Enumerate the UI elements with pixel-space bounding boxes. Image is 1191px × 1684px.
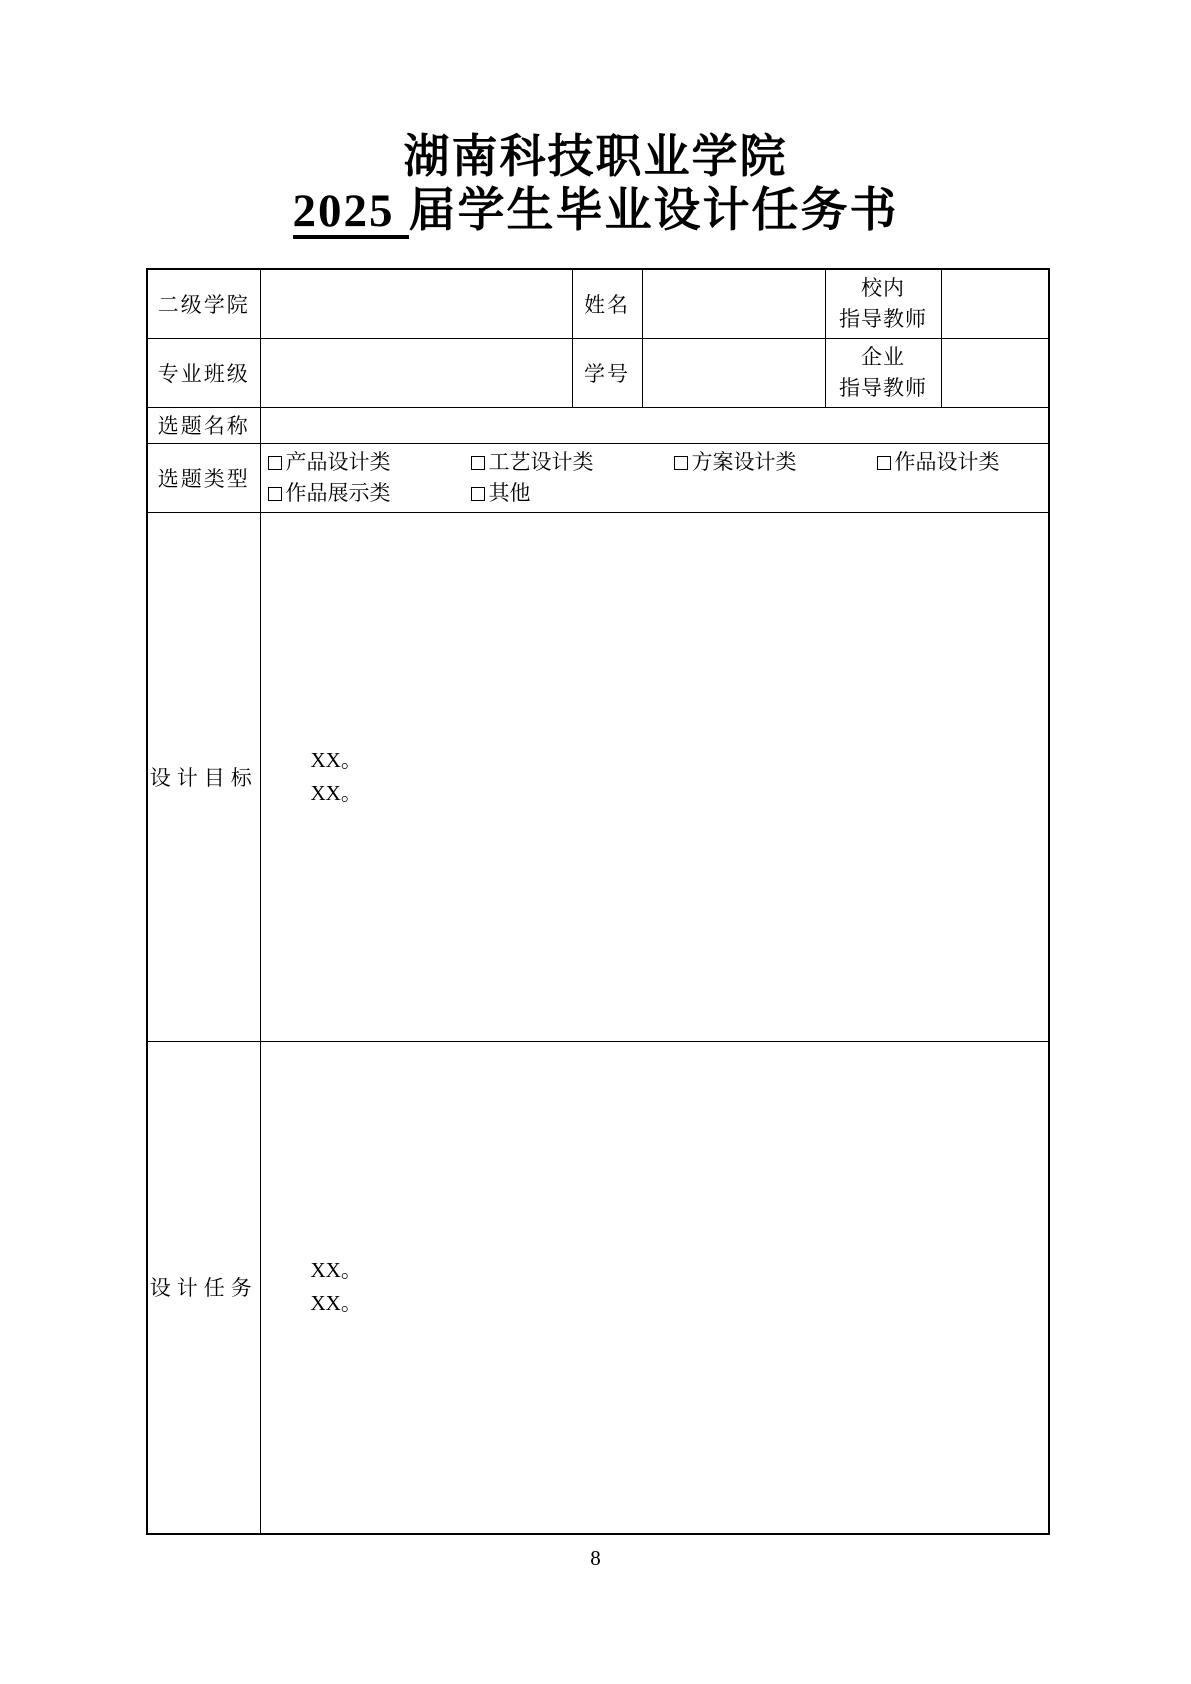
- table-row: [147, 1041, 1049, 1534]
- topic-type-option-label: 产品设计类: [285, 449, 391, 474]
- design-goal-line: XX。: [310, 747, 362, 772]
- topic-type-option-label: 其他: [488, 480, 531, 505]
- student-name-value-cell[interactable]: [642, 269, 825, 338]
- topic-type-label: 选题类型: [147, 443, 260, 512]
- checkbox-icon[interactable]: [471, 456, 485, 470]
- title-line2: [0, 184, 1191, 239]
- title-year-underlined: 2025: [293, 187, 409, 239]
- table-row: [147, 407, 1049, 443]
- title-line2-rest: 届学生毕业设计任务书: [408, 185, 899, 237]
- topic-type-option-label: 作品展示类: [285, 480, 391, 505]
- topic-type-options-line2: [268, 478, 1049, 509]
- topic-type-options-cell: [260, 443, 1049, 512]
- campus-advisor-label-line1: 校内: [861, 275, 905, 300]
- topic-type-option: [471, 447, 674, 478]
- table-row: [147, 512, 1049, 1041]
- table-row: [147, 443, 1049, 512]
- enterprise-advisor-label-line2: 指导教师: [839, 375, 927, 400]
- secondary-college-label: 二级学院: [147, 269, 260, 338]
- design-goal-label: 设计目标: [147, 512, 260, 1041]
- student-name-label: 姓名: [572, 269, 642, 338]
- topic-type-option-label: 方案设计类: [691, 449, 797, 474]
- enterprise-advisor-value-cell[interactable]: [941, 338, 1049, 407]
- table-row: [147, 338, 1049, 407]
- table-row: [147, 269, 1049, 338]
- secondary-college-value-cell[interactable]: [260, 269, 572, 338]
- topic-name-value-cell[interactable]: [260, 407, 1049, 443]
- design-task-content-cell[interactable]: [260, 1041, 1049, 1534]
- campus-advisor-value-cell[interactable]: [941, 269, 1049, 338]
- topic-type-option-label: 工艺设计类: [488, 449, 594, 474]
- title-line1: 湖南科技职业学院: [403, 131, 788, 182]
- major-class-value-cell[interactable]: [260, 338, 572, 407]
- checkbox-icon[interactable]: [877, 456, 891, 470]
- checkbox-icon[interactable]: [268, 487, 282, 501]
- topic-type-option: [877, 447, 1000, 478]
- document-title: [0, 130, 1191, 239]
- task-form-table: [146, 268, 1050, 1535]
- major-class-label: 专业班级: [147, 338, 260, 407]
- topic-type-option: [268, 478, 471, 509]
- page-number: 8: [590, 1546, 601, 1570]
- topic-name-label: 选题名称: [147, 407, 260, 443]
- topic-type-option: [268, 447, 471, 478]
- design-goal-content-cell[interactable]: [260, 512, 1049, 1041]
- student-id-label: 学号: [572, 338, 642, 407]
- design-task-line: XX。: [310, 1291, 362, 1316]
- topic-type-option: [471, 478, 531, 509]
- campus-advisor-label: [825, 269, 941, 338]
- design-goal-line: XX。: [310, 780, 362, 805]
- checkbox-icon[interactable]: [674, 456, 688, 470]
- campus-advisor-label-line2: 指导教师: [839, 306, 927, 331]
- design-task-line: XX。: [310, 1258, 362, 1283]
- topic-type-options-line1: [268, 447, 1049, 478]
- enterprise-advisor-label-line1: 企业: [861, 344, 905, 369]
- enterprise-advisor-label: [825, 338, 941, 407]
- student-id-value-cell[interactable]: [642, 338, 825, 407]
- design-task-label: 设计任务: [147, 1041, 260, 1534]
- checkbox-icon[interactable]: [268, 456, 282, 470]
- checkbox-icon[interactable]: [471, 487, 485, 501]
- topic-type-option-label: 作品设计类: [894, 449, 1000, 474]
- topic-type-option: [674, 447, 877, 478]
